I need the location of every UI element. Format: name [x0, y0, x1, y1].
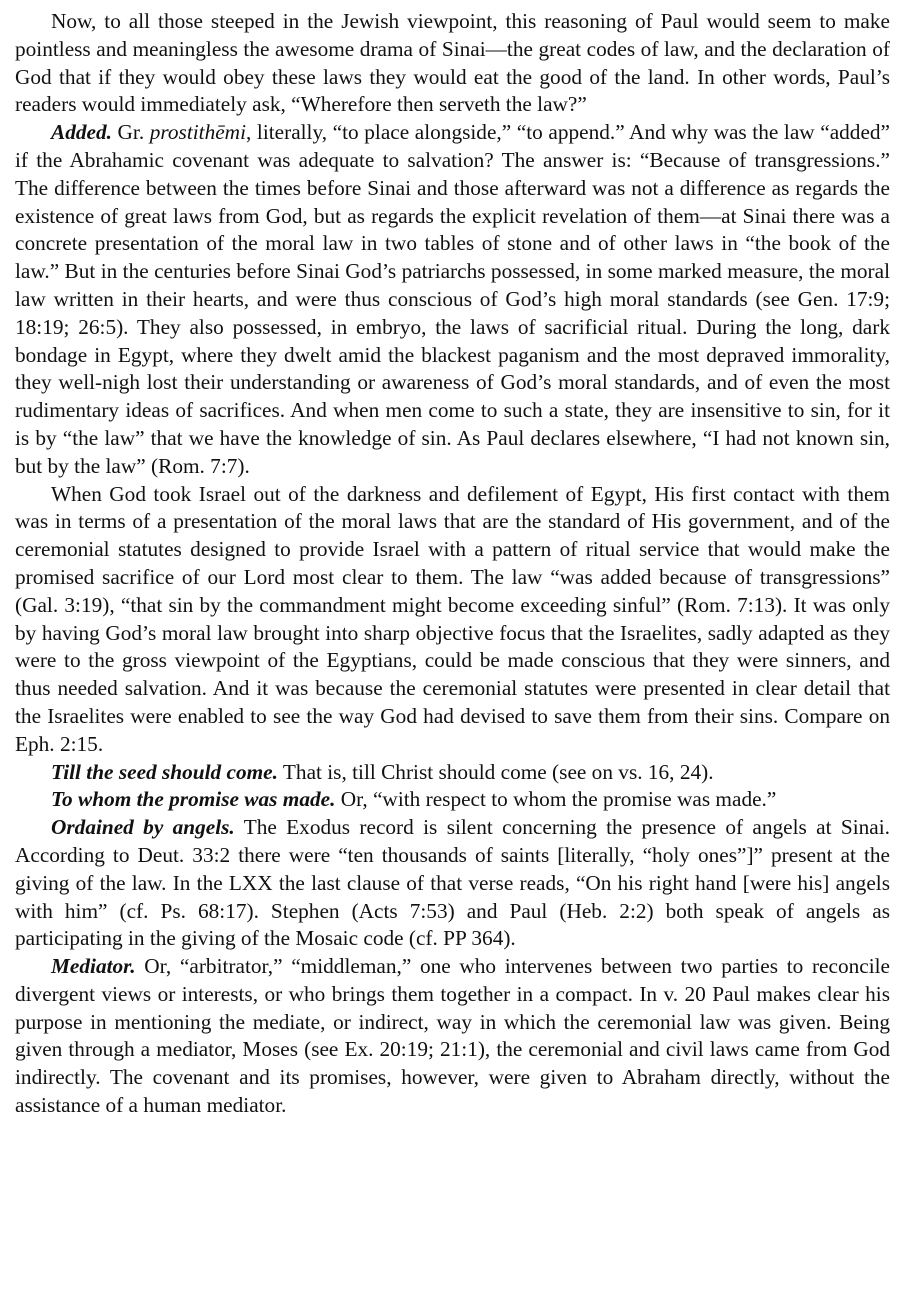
paragraph-text: That is, till Christ should come (see on vs. 16, 24). — [277, 759, 714, 784]
greek-term: prostithēmi — [149, 120, 246, 145]
paragraph-text: , literally, “to place alongside,” “to append.” And why was the law “added” if the Abrahamic covenant was adequate to salvation? The answer is: “Because of transgressions.” The difference between the times before Sinai and those afterward was not a difference as regards the existence of great laws from God, but as regards the explicit revelation of them—at Sinai there was a concrete presentation of the moral law in two tables of stone and of other laws in “the book of the law.” But in the centuries before Sinai God’s patriarchs possessed, in some marked measure, the moral law written in their hearts, and were thus conscious of God’s high moral standards (see Gen. 17:9; 18:19; 26:5). They also possessed, in embryo, the laws of sacrificial ritual. During the long, dark bondage in Egypt, where they dwelt amid the blackest paganism and the most depraved immorality, they well-nigh lost their understanding or awareness of God’s moral standards, and of even the most rudimentary ideas of sacrifices. And when men come to such a state, they are insensitive to sin, for it is by “the law” that we have the knowledge of sin. As Paul declares elsewhere, “I had not known sin, but by the law” (Rom. 7:7). — [15, 120, 890, 478]
paragraph-text: When God took Israel out of the darkness and defilement of Egypt, His first contact with them was in terms of a presentation of the moral laws that are the standard of His government, and of the ceremonial statutes designed to provide Israel with a pattern of ritual service that would make the promised sacrifice of our Lord most clear to them. The law “was added because of transgressions” (Gal. 3:19), “that sin by the commandment might become exceeding sinful” (Rom. 7:13). It was only by having God’s moral law brought into sharp objective focus that the Israelites, sadly adapted as they were to the gross viewpoint of the Egyptians, could be made conscious that they were sinners, and thus needed salvation. And it was because the ceremonial statutes were presented in clear detail that the Israelites were enabled to see the way God had devised to save them from their sins. Compare on Eph. 2:15. — [15, 481, 890, 756]
paragraph-text: Now, to all those steeped in the Jewish viewpoint, this reasoning of Paul would seem to make pointless and meaningless the awesome drama of Sinai—the great codes of law, and the declaration of God that if they would obey these laws they would eat the good of the land. In other words, Paul’s readers would immediately ask, “Wherefore then serveth the law?” — [15, 9, 890, 117]
term-heading-ordained-by-angels: Ordained by angels. — [51, 815, 235, 840]
paragraph-text: Or, “with respect to whom the promise was made.” — [335, 787, 777, 812]
paragraph-ordained-by-angels — [15, 814, 890, 953]
paragraph-to-whom-the-promise — [15, 786, 890, 814]
paragraph-law-purpose-question — [15, 8, 890, 119]
paragraph-till-the-seed — [15, 759, 890, 787]
paragraph-added — [15, 119, 890, 480]
term-heading-to-whom-the-promise: To whom the promise was made. — [51, 787, 336, 812]
term-heading-mediator: Mediator. — [51, 954, 136, 979]
term-heading-till-the-seed: Till the seed should come. — [51, 759, 278, 784]
paragraph-text-pre: Gr. — [111, 120, 150, 145]
term-heading-added: Added. — [51, 120, 112, 145]
paragraph-mediator — [15, 953, 890, 1120]
paragraph-text: The Exodus record is silent concerning the presence of angels at Sinai. According to Deut. 33:2 there were “ten thousands of saints [literally, “holy ones”]” present at the giving of the law. In the LXX the last clause of that verse reads, “On his right hand [were his] angels with him” (cf. Ps. 68:17). Stephen (Acts 7:53) and Paul (Heb. 2:2) both speak of angels as participating in the giving of the Mosaic code (cf. PP 364). — [15, 815, 890, 951]
paragraph-text: Or, “arbitrator,” “middleman,” one who intervenes between two parties to reconcile divergent views or interests, or who brings them together in a compact. In v. 20 Paul makes clear his purpose in mentioning the mediate, or indirect, way in which the ceremonial law was given. Being given through a mediator, Moses (see Ex. 20:19; 21:1), the ceremonial and civil laws came from God indirectly. The covenant and its promises, however, were given to Abraham directly, without the assistance of a human mediator. — [15, 954, 890, 1118]
paragraph-israel-out-of-egypt — [15, 481, 890, 759]
